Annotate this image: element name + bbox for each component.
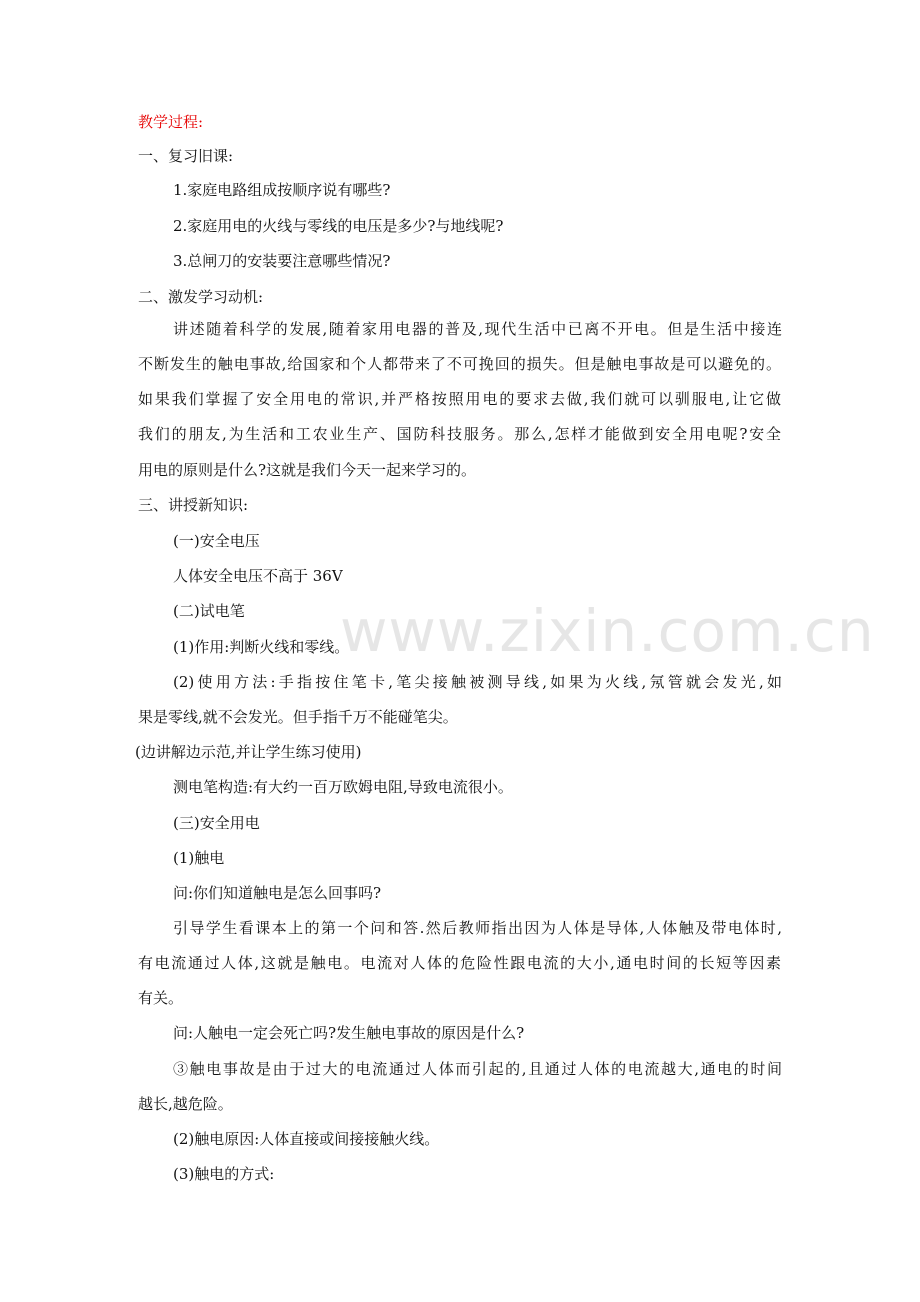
review-question-3: 3.总闸刀的安装要注意哪些情况? bbox=[173, 252, 391, 270]
subheading-safe-voltage: (一)安全电压 bbox=[173, 532, 260, 550]
motivation-line-1: 讲述随着科学的发展,随着家用电器的普及,现代生活中已离不开电。但是生活中接连 bbox=[173, 320, 782, 338]
review-question-1: 1.家庭电路组成按顺序说有哪些? bbox=[173, 181, 391, 199]
motivation-line-5: 用电的原则是什么?这就是我们今天一起来学习的。 bbox=[138, 461, 477, 479]
accident-line-2: 越长,越危险。 bbox=[138, 1095, 233, 1113]
motivation-line-4: 我们的朋友,为生活和工农业生产、国防科技服务。那么,怎样才能做到安全用电呢?安全 bbox=[138, 425, 781, 443]
watermark: www.zixin.com.cn bbox=[340, 597, 875, 665]
test-pen-method-2: 果是零线,就不会发光。但手指千万不能碰笔尖。 bbox=[138, 708, 458, 726]
test-pen-structure: 测电笔构造:有大约一百万欧姆电阻,导致电流很小。 bbox=[173, 778, 513, 796]
question-shock-death: 问:人触电一定会死亡吗?发生触电事故的原因是什么? bbox=[173, 1024, 525, 1042]
subheading-safe-use: (三)安全用电 bbox=[173, 814, 260, 832]
test-pen-use: (1)作用:判断火线和零线。 bbox=[173, 638, 350, 656]
section-title: 教学过程: bbox=[138, 113, 204, 131]
guide-line-3: 有关。 bbox=[138, 989, 184, 1007]
heading-review: 一、复习旧课: bbox=[138, 147, 234, 165]
subheading-test-pen: (二)试电笔 bbox=[173, 602, 245, 620]
motivation-line-3: 如果我们掌握了安全用电的常识,并严格按照用电的要求去做,我们就可以驯服电,让它做 bbox=[138, 390, 781, 408]
heading-motivation: 二、激发学习动机: bbox=[138, 288, 264, 306]
shock-cause: (2)触电原因:人体直接或间接接触火线。 bbox=[173, 1130, 440, 1148]
demo-note: (边讲解边示范,并让学生练习使用) bbox=[135, 743, 362, 761]
shock-heading: (1)触电 bbox=[173, 849, 225, 867]
guide-line-2: 有电流通过人体,这就是触电。电流对人体的危险性跟电流的大小,通电时间的长短等因素 bbox=[138, 954, 781, 972]
heading-new-knowledge: 三、讲授新知识: bbox=[138, 496, 249, 514]
safe-voltage-text: 人体安全电压不高于 36V bbox=[173, 567, 343, 585]
guide-line-1: 引导学生看课本上的第一个问和答.然后教师指出因为人体是导体,人体触及带电体时, bbox=[173, 919, 782, 937]
accident-line-1: ③触电事故是由于过大的电流通过人体而引起的,且通过人体的电流越大,通电的时间 bbox=[173, 1060, 782, 1078]
review-question-2: 2.家庭用电的火线与零线的电压是多少?与地线呢? bbox=[173, 217, 504, 235]
motivation-line-2: 不断发生的触电事故,给国家和个人都带来了不可挽回的损失。但是触电事故是可以避免的。 bbox=[138, 355, 781, 373]
question-shock: 问:你们知道触电是怎么回事吗? bbox=[173, 884, 382, 902]
shock-ways: (3)触电的方式: bbox=[173, 1165, 275, 1183]
test-pen-method-1: (2)使用方法:手指按住笔卡,笔尖接触被测导线,如果为火线,氖管就会发光,如 bbox=[173, 673, 782, 691]
